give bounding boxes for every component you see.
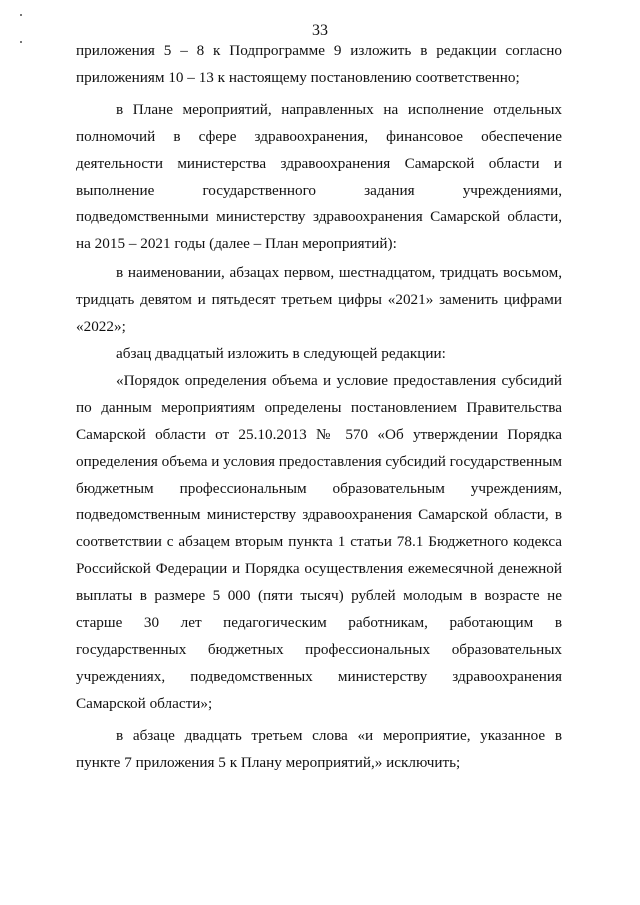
document-body — [76, 38, 562, 776]
paragraph-year-replacement: в наименовании, абзацах первом, шестнадцатом, тридцать восьмом, тридцать девятом и пятьдесят третьем цифры «2021» заменить цифрами «2022»; — [76, 264, 562, 336]
page-number: 33 — [312, 22, 328, 39]
paragraph-action-plan: в Плане мероприятий, направленных на исполнение отдельных полномочий в сфере здравоохранения, финансовое обеспечение деятельности министерства здравоохранения Самарской области и выполнение государственного задания учреждениями, подведомственными министерству здравоохранения Самарской области, на 2015 – 2021 годы (далее – План мероприятий): — [76, 100, 562, 253]
paragraph-twenty-third-clause: в абзаце двадцать третьем слова «и мероприятие, указанное в пункте 7 приложения 5 к Плану мероприятий,» исключить; — [76, 726, 562, 771]
paragraph-twentieth-clause: абзац двадцатый изложить в следующей редакции: — [116, 344, 446, 362]
paragraph-appendices: приложения 5 – 8 к Подпрограмме 9 изложить в редакции согласно приложениям 10 – 13 к настоящему постановлению соответственно; — [76, 42, 562, 86]
scan-mark — [20, 41, 22, 43]
paragraph-subsidy-procedure: «Порядок определения объема и условие предоставления субсидий по данным мероприятиям определены постановлением Правительства Самарской области от 25.10.2013 № 570 «Об утверждении Порядка определения объема и условия предоставления субсидий государственным бюджетным профессиональным образовательным учреждениям, подведомственным министерству здравоохранения Самарской области, в соответствии с абзацем вторым пункта 1 статьи 78.1 Бюджетного кодекса Российской Федерации и Порядка осуществления ежемесячной денежной выплаты в размере 5 000 (пяти тысяч) рублей молодым в возрасте не старше 30 лет педагогическим работникам, работающим в государственных бюджетных профессиональных образовательных учреждениях, подведомственных министерству здравоохранения Самарской области»; — [76, 371, 563, 712]
scan-mark — [20, 14, 22, 16]
